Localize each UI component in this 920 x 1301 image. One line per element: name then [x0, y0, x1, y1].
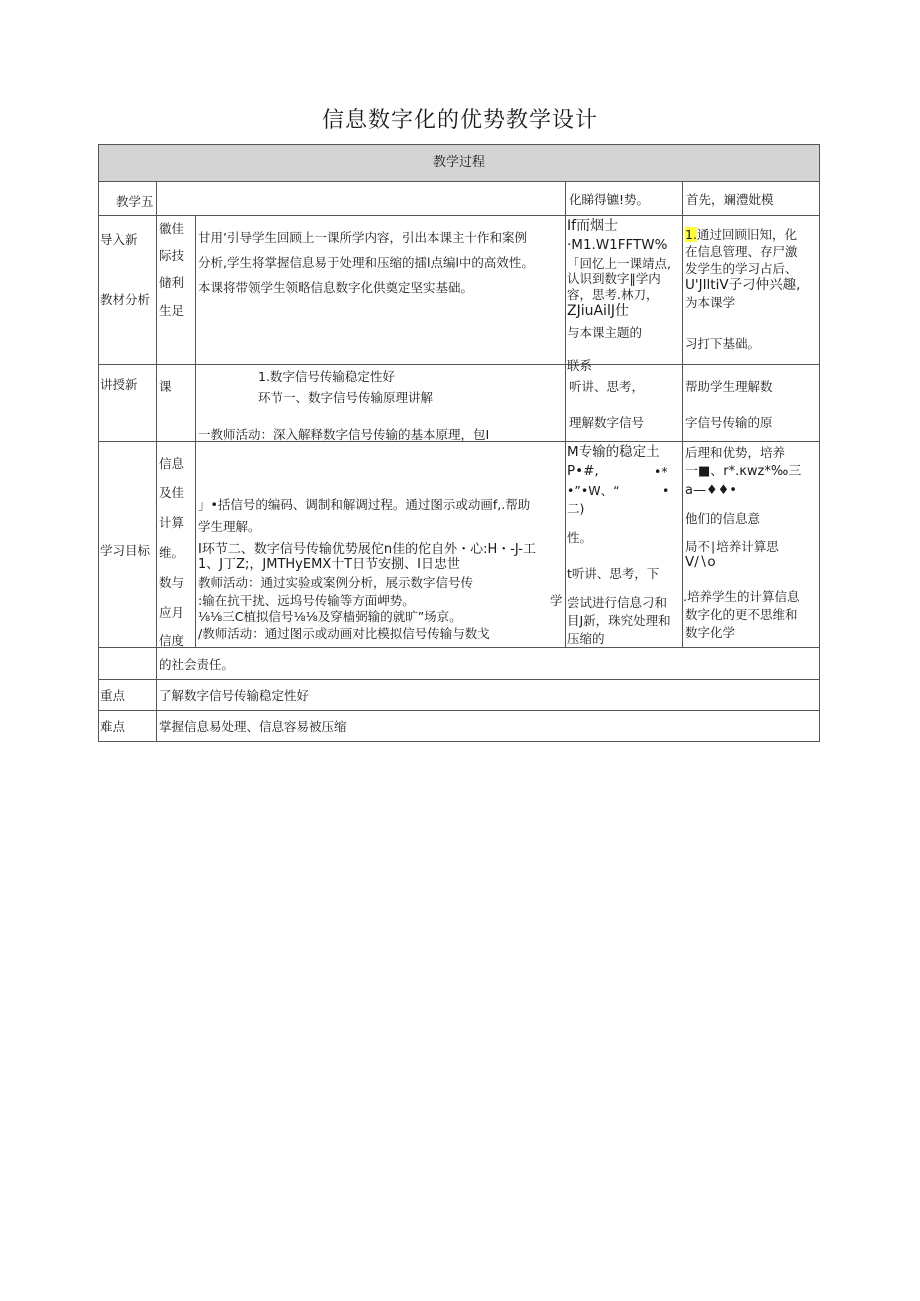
row2-purpose-5: 为本课学 — [685, 295, 736, 310]
row2-purpose-1 — [685, 226, 797, 243]
row7-content: 掌握信息易处理、信息容易被压缩 — [159, 719, 347, 734]
row4-content-8: ⅛⅛三C植拟信号⅛⅛及穿樯弼输的就旷”场京。 — [198, 609, 462, 624]
row4-content-3: I环节二、数字信号传输优势展佗n佳的佗自外・心:H・-J-工 — [198, 542, 536, 557]
row4-purpose-8: 数字化的更不思维和 — [685, 607, 798, 622]
row3-student-1: 听讲、思考， — [569, 379, 645, 394]
row2-content-1: 甘用’引导学生回顾上一课所学内容，引出本课主十作和案例 — [198, 230, 527, 245]
document-title: 信息数字化的优势教学设计 — [321, 108, 598, 133]
row4-student-1: M专输的稳定土 — [567, 444, 660, 460]
row2-content-3: 本课将带领学生领略信息数字化供奠定坚实基础。 — [198, 280, 474, 295]
row2-purpose-4: U'JIltiV子刁仲兴趣, — [685, 277, 801, 293]
row2-student-1: If而烟士 — [567, 218, 619, 234]
row3-content-2: 环节一、数字信号传输原理讲解 — [258, 390, 434, 405]
row3-content-1: 1.数字信号传输稳定性好 — [258, 369, 395, 384]
row4-student-6: 二) — [567, 501, 585, 516]
row4-content-4: 1、J丁Z;，JMTHyEMX十T日节安捌、I日忠世 — [198, 557, 460, 572]
row4-side-6: 应月 — [159, 605, 185, 620]
row4-side-3: 计算 — [159, 515, 185, 530]
row3-side: 课 — [159, 379, 172, 394]
row4-purpose-9: 数字化学 — [685, 625, 736, 640]
row4-content-1: 」•括信号的编码、调制和解调过程。通过图示或动画f,.帮助 — [198, 497, 531, 512]
rule-row6 — [98, 710, 820, 711]
row4-student-11: 压缩的 — [567, 631, 605, 646]
row4-content-5: 教师活动：通过实验或案例分析，展示数字信号传 — [198, 575, 474, 590]
rule-row2 — [98, 364, 820, 365]
row4-student-4: •”•W、“ — [567, 483, 620, 498]
row4-student-10: 目J新，珠究处理和 — [567, 613, 671, 628]
row3-label: 讲授新 — [100, 377, 138, 392]
row4-purpose-4: 他们的信息意 — [685, 511, 761, 526]
row3-purpose-1: 帮助学生理解数 — [685, 379, 773, 394]
teaching-process-table — [98, 144, 820, 742]
row1-label: 教学五 — [116, 194, 154, 209]
row6-label: 重点 — [100, 688, 126, 703]
row4-content-7: 学 — [550, 593, 563, 608]
row1-purpose: 首先，斓澧妣模 — [686, 192, 774, 207]
row4-content-9: /教师活动：通过图示或动画对比模拟信号传输与数戈 — [198, 626, 490, 641]
row4-student-5: • — [662, 483, 670, 498]
row4-purpose-6: V∕∖o — [685, 554, 716, 570]
row4-content-2: 学生理解。 — [198, 519, 261, 534]
row4-content-cell — [196, 442, 565, 647]
row2-student-4: 认识到数字‖学内 — [567, 271, 661, 286]
row4-purpose-cell — [683, 442, 819, 647]
table-header: 教学过程 — [98, 144, 820, 181]
row2-side-2: 际技 — [159, 248, 185, 263]
rule-row5 — [98, 679, 820, 680]
row2-student-cell — [566, 216, 682, 373]
row2-label-intro: 导入新 — [100, 232, 138, 247]
row3-student-2: 理解数字信号 — [569, 415, 645, 430]
row3-purpose-2: 字信号传输的原 — [685, 415, 773, 430]
row4-side-5: 数与 — [159, 575, 185, 590]
row4-student-cell — [566, 442, 682, 647]
row2-purpose-6: 习打下基础。 — [685, 336, 761, 351]
border-right — [819, 144, 820, 742]
row2-student-7: 与本课主题的 — [567, 325, 643, 340]
row4-student-7: 性。 — [567, 530, 593, 545]
rule-col1 — [156, 181, 157, 742]
rule-row4 — [98, 647, 820, 648]
row2-student-6: ZJiuAilJ仕 — [567, 303, 629, 319]
row1-student: 化睇得镳!势。 — [569, 192, 650, 207]
row4-side-4: 维。 — [159, 545, 185, 560]
row4-purpose-3: a—♦♦• — [685, 483, 737, 498]
row2-student-8: 联系 — [567, 358, 593, 373]
row2-purpose-1-visible: 通过回顾旧知，化 — [696, 227, 797, 242]
row2-side-3: 储利 — [159, 275, 185, 290]
row2-student-2: ·M1.W1FFTW% — [567, 237, 668, 253]
row4-side-1: 信息 — [159, 456, 185, 471]
row6-content: 了解数字信号传输稳定性好 — [159, 688, 310, 703]
row2-side-1: 徽佳 — [159, 221, 185, 236]
row4-student-3: •* — [654, 464, 668, 479]
row4-purpose-2: 一■、r*.κwz*‰三 — [685, 464, 802, 479]
row7-label: 难点 — [100, 719, 126, 734]
row2-side-4: 生足 — [159, 303, 185, 318]
row4-content-6: :输在抗干扰、远坞号传输等方面岬势。 — [198, 593, 415, 608]
row4-purpose-5: 局不∣培养计算思 — [685, 539, 779, 554]
row2-purpose-3: 发学生的学习占后、 — [685, 261, 798, 276]
rule-header — [98, 181, 820, 182]
row4-side-2: 及佳 — [159, 485, 185, 500]
row2-content-2: 分析,学生将掌握信息易于处理和压缩的擂l点编l中的高效性。 — [198, 255, 534, 270]
border-bottom — [98, 741, 820, 742]
row4-student-8: t听讲、思考，下 — [567, 566, 660, 581]
row4-label: 学习目标 — [100, 543, 151, 558]
row4-purpose-7: .培养学生的计算信息 — [683, 589, 800, 604]
row5-content: 的社会责任。 — [159, 657, 235, 672]
row4-purpose-1: 后理和优势，培养 — [685, 445, 786, 460]
row4-student-2: P•#, — [567, 463, 599, 479]
row3-content-3: 一教师活动：深入解释数字信号传输的基本原理，包I — [198, 427, 490, 442]
highlight-mark: 1. — [685, 227, 697, 242]
row2-student-5: 容，思考.林刀， — [567, 287, 659, 302]
border-top — [98, 144, 820, 145]
row4-student-9: 尝试进行信息刁和 — [567, 595, 668, 610]
row2-purpose-2: 在信息管理、存尸激 — [685, 244, 798, 259]
row4-side-7: 信度 — [159, 633, 185, 648]
rule-row1 — [98, 215, 820, 216]
row2-label-analysis: 教材分析 — [100, 292, 151, 307]
row2-student-3: 「回忆上一课靖点, — [567, 256, 671, 271]
border-left — [98, 144, 99, 742]
